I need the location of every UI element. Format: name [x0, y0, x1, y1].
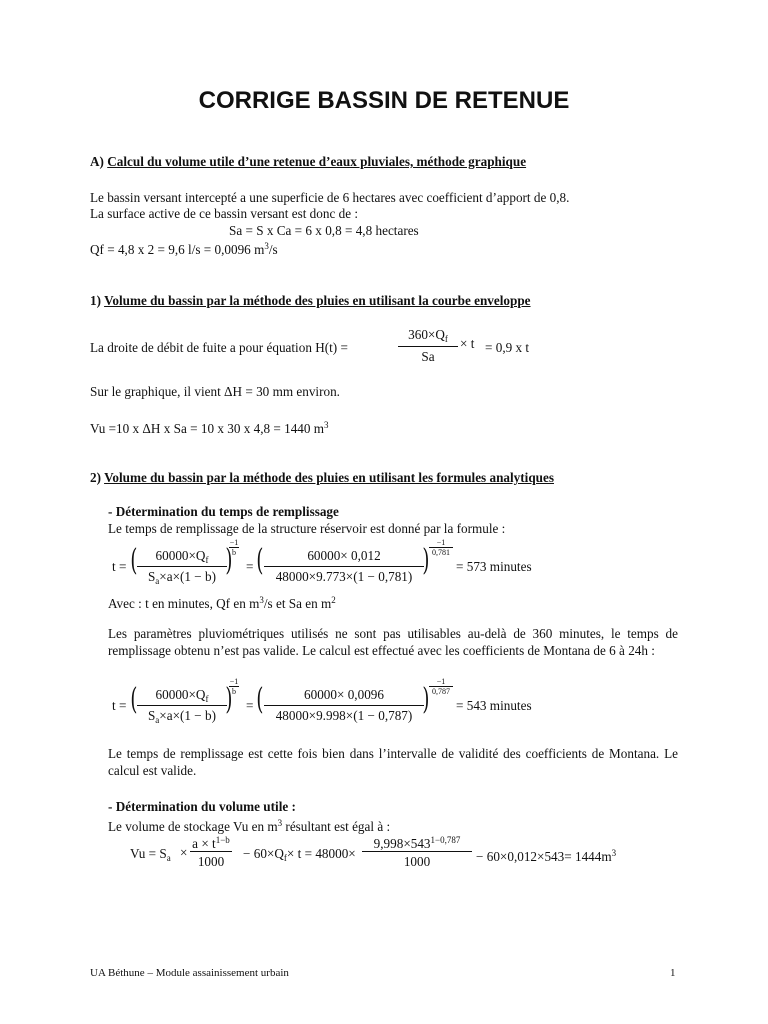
f1-denominator: $S_a\times a\times(1 - b)$ — [147, 569, 217, 586]
f2-exp2-den: 0,787 — [432, 687, 450, 696]
f2-bar — [137, 705, 227, 706]
f2-paren-close: ) — [225, 682, 233, 717]
qf-text: Qf = 4,8 x 2 = 9,6 l/s = 0,0096 m — [90, 242, 265, 257]
f1-bar-2 — [264, 566, 424, 567]
ht-fraction-bar — [398, 346, 458, 347]
vu-graphique: Vu =10 x ΔH x Sa = 10 x 30 x 4,8 = 1440 $m^3$ — [90, 420, 329, 436]
ht-numerator: $360\times Q_f$ — [408, 327, 448, 344]
f3-denominator-2: 1000 — [403, 854, 431, 869]
qf-sup: 3 — [264, 241, 269, 251]
qf-unit: /s — [268, 242, 278, 257]
f3-denominator-1: 1000 — [197, 854, 225, 869]
section-a-line-3: Sa = S x Ca = 6 x 0,8 = 4,8 hectares — [229, 223, 419, 238]
ht-times-t: × t — [460, 336, 475, 351]
f1-denominator-2: 48000×9.773×(1 − 0,781) — [275, 569, 413, 584]
f3-times: × — [180, 845, 188, 860]
page-title: CORRIGE BASSIN DE RETENUE — [198, 87, 570, 114]
section-1-heading — [90, 292, 531, 309]
sub-1-intro: Le temps de remplissage de la structure réservoir est donné par la formule : — [108, 521, 506, 536]
f1-paren-open: ( — [130, 543, 138, 578]
section-2-heading — [90, 469, 554, 486]
paragraph-validity-2: Le temps de remplissage est cette fois bien dans l’intervalle de validité des coefficients de Montana. Le calcul est valide. — [108, 746, 678, 778]
debit-fuite-intro: La droite de débit de fuite a pour équation H(t) = — [90, 340, 348, 355]
f2-denominator: $S_a\times a\times(1 - b)$ — [147, 708, 217, 725]
section-2-title: Volume du bassin par la méthode des pluies en utilisant les formules analytiques — [104, 470, 554, 485]
f3-numerator-1: $a \times t^{1-b}$ — [192, 835, 230, 851]
section-1-title: Volume du bassin par la méthode des pluies en utilisant la courbe enveloppe — [104, 293, 531, 308]
f2-eq: = — [246, 698, 254, 713]
ht-result: = 0,9 x t — [485, 340, 530, 355]
f2-bar-2 — [264, 705, 424, 706]
f3-middle: − $60\times Q_f\times t = 48000\times$ — [243, 846, 356, 863]
f1-exp-num: −1 — [229, 538, 239, 547]
ht-denominator: Sa — [421, 349, 435, 364]
f1-exp2-num: −1 — [436, 538, 446, 547]
section-a-line-4 — [90, 238, 278, 258]
f2-exp-num: −1 — [229, 677, 239, 686]
section-a-line-2: La surface active de ce bassin versant est donc de : — [90, 206, 359, 221]
units-line: Avec : t en minutes, Qf en $m^3/s$ et Sa en $m^2$ — [108, 595, 336, 611]
f2-exp-den: b — [232, 687, 236, 696]
f1-eq: = — [246, 559, 254, 574]
section-2-label: 2) — [90, 470, 101, 485]
f1-exp2-den: 0,781 — [432, 548, 450, 557]
section-a-title: Calcul du volume utile d’une retenue d’eaux pluviales, méthode graphique — [107, 154, 527, 169]
section-1-label: 1) — [90, 293, 101, 308]
paragraph-validity-1: Les paramètres pluviométriques utilisés ne sont pas utilisables au-delà de 360 minutes, le temps de remplissage obtenu n’est pas valide. Le calcul est effectué avec les coefficients de Montana de 6 à 24h : — [108, 626, 678, 658]
section-a-label: A) — [90, 154, 104, 169]
page-number: 1 — [670, 967, 676, 979]
f1-paren2-open: ( — [256, 543, 264, 578]
f3-vu-eq: $Vu = S_a$ — [130, 846, 171, 863]
f2-t-eq: t = — [112, 698, 127, 713]
graph-reading: Sur le graphique, il vient ΔH = 30 mm environ. — [90, 384, 340, 399]
f2-numerator: $60000\times Q_f$ — [155, 687, 209, 704]
section-a-line-1: Le bassin versant intercepté a une superficie de 6 hectares avec coefficient d’apport de 0,8. — [90, 190, 570, 205]
f1-paren-close: ) — [225, 543, 233, 578]
f2-exp2-num: −1 — [436, 677, 446, 686]
f1-paren2-close: ) — [422, 543, 430, 578]
f3-bar-2 — [362, 851, 472, 852]
f1-t-eq: t = — [112, 559, 127, 574]
f3-numerator-2: $9,998\times 543^{1-0,787}$ — [373, 835, 461, 851]
f2-paren-open: ( — [130, 682, 138, 717]
f3-end: − $60\times 0,012\times 543= 1444m^3$ — [476, 848, 617, 864]
footer-text: UA Béthune – Module assainissement urbain — [90, 967, 289, 979]
f2-denominator-2: 48000×9.998×(1 − 0,787) — [275, 708, 413, 723]
f1-numerator-2: 60000× 0,012 — [307, 548, 381, 563]
sub-1-title: - Détermination du temps de remplissage — [108, 504, 339, 519]
f2-paren2-close: ) — [422, 682, 430, 717]
f1-numerator: $60000\times Q_f$ — [155, 548, 209, 565]
f1-exp-den: b — [232, 548, 236, 557]
sub-2-title: - Détermination du volume utile : — [108, 799, 296, 814]
f1-result: = 573 minutes — [456, 559, 532, 574]
f1-bar — [137, 566, 227, 567]
f2-numerator-2: 60000× 0,0096 — [304, 687, 384, 702]
f2-paren2-open: ( — [256, 682, 264, 717]
sub-2-intro: Le volume de stockage Vu en $m^3$ résultant est égal à : — [108, 818, 391, 834]
section-a-heading — [90, 153, 526, 170]
f2-result: = 543 minutes — [456, 698, 532, 713]
f3-bar-1 — [190, 851, 232, 852]
